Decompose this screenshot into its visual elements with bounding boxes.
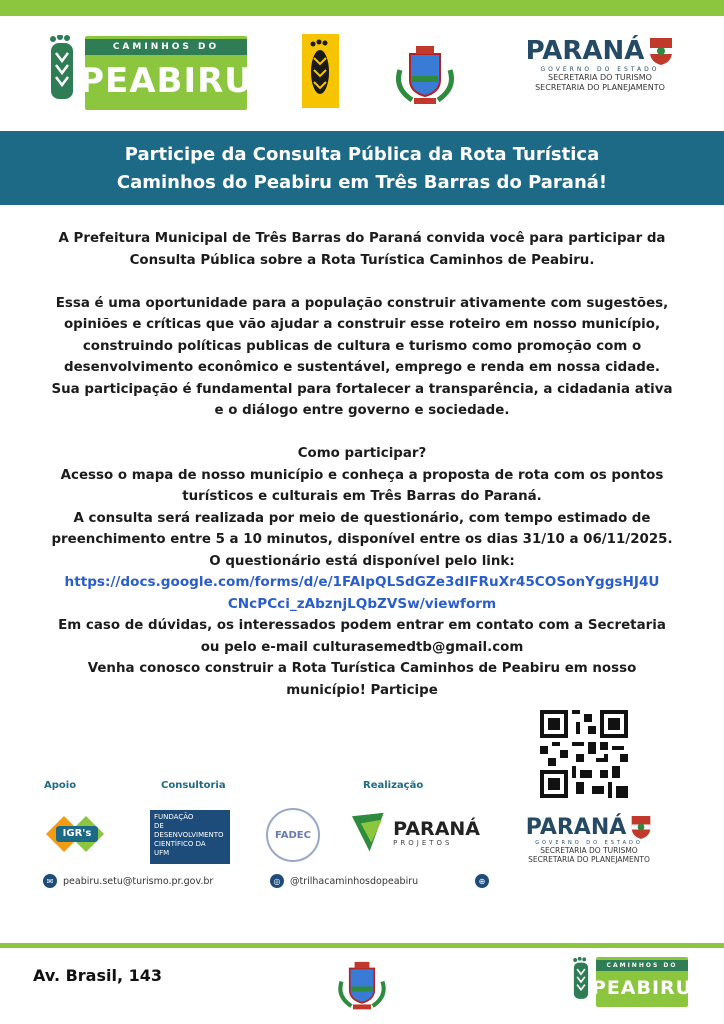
- instagram-contact[interactable]: [270, 874, 418, 888]
- top-green-bar: [0, 0, 724, 16]
- how-to-participate-heading: Como participar?: [297, 446, 427, 461]
- peabiru-logo: [45, 34, 253, 112]
- body-text-line: construindo políticas publicas de cultura e turismo como promoção com o: [82, 338, 642, 354]
- fundacao-line: UFM: [154, 849, 170, 857]
- body-text-line: Sua participação é fundamental para fortalecer a transparência, a cidadania ativa: [51, 381, 673, 397]
- fundacao-line: DE: [154, 822, 164, 830]
- body-text-line: A consulta será realizada por meio de questionário, com tempo estimado de: [73, 510, 651, 526]
- fundacao-line: DESENVOLVIMENTO: [154, 831, 224, 839]
- peabiru-logo-main: PEABIRU: [79, 61, 253, 101]
- fundacao-line: FUNDAÇÃO: [154, 813, 194, 821]
- body-text-line: turísticos e culturais em Três Barras do Paraná.: [182, 489, 542, 504]
- email-text[interactable]: peabiru.setu@turismo.pr.gov.br: [63, 875, 214, 887]
- municipal-coat-of-arms: [392, 40, 458, 106]
- fundacao-logo: [150, 810, 230, 864]
- body-text-line: Acesso o mapa de nosso município e conheça a proposta de rota com os pontos: [60, 467, 664, 483]
- globe-icon: ⊕: [475, 874, 489, 888]
- parana-name: PARANÁ: [525, 36, 645, 66]
- footprint-icon: [570, 957, 592, 1007]
- parana-government-logo-small: [516, 814, 662, 870]
- fadec-text: FADEC: [275, 829, 311, 841]
- qr-code-icon: [540, 710, 628, 798]
- footprint-icon: [302, 34, 339, 108]
- parana-projetos-sub: PROJETOS: [393, 839, 453, 847]
- fundacao-line: CIENTÍFICO DA: [154, 840, 206, 848]
- body-text-line: Consulta Pública sobre a Rota Turística Caminhos de Peabiru.: [129, 252, 595, 268]
- body-text-line: opiniões e críticas que vão ajudar a construir esse roteiro em nosso município,: [63, 317, 661, 332]
- body-text-line: Venha conosco construir a Rota Turística Caminhos de Peabiru em nosso: [87, 661, 637, 676]
- body-text-line: Em caso de dúvidas, os interessados podem entrar em contato com a Secretaria: [58, 618, 666, 633]
- form-link-line-1[interactable]: https://docs.google.com/forms/d/e/1FAIpQLSdGZe3dIFRuXr45COSonYggsHJ4U: [64, 574, 660, 590]
- parana-secretariat-1: SECRETARIA DO TURISMO: [540, 846, 638, 855]
- parana-subtitle: GOVERNO DO ESTADO: [540, 66, 660, 73]
- coat-of-arms-icon: [392, 40, 458, 106]
- main-content: [14, 228, 710, 701]
- parana-name: PARANÁ: [525, 814, 627, 840]
- body-text-line: ou pelo e-mail culturasemedtb@gmail.com: [200, 639, 524, 655]
- website-contact[interactable]: [475, 874, 489, 888]
- yellow-footprint-logo: [302, 34, 339, 108]
- parana-secretariat-1: SECRETARIA DO TURISMO: [548, 73, 652, 82]
- body-text-line: desenvolvimento econômico e sustentável, emprego e renda em nossa cidade.: [63, 360, 660, 375]
- instagram-icon: ◎: [270, 874, 284, 888]
- apoio-label: Apoio: [44, 780, 77, 791]
- qr-code[interactable]: [540, 710, 628, 798]
- realizacao-label: Realização: [363, 780, 424, 791]
- title-banner: [0, 131, 724, 205]
- form-link-line-2[interactable]: CNcPCci_zAbznjLQbZVSw/viewform: [227, 595, 497, 612]
- banner-line-1: Participe da Consulta Pública da Rota Turística: [124, 144, 600, 165]
- body-text-line: Essa é uma oportunidade para a população construir ativamente com sugestões,: [55, 295, 669, 311]
- peabiru-logo-main: PEABIRU: [591, 976, 693, 999]
- body-text-line: município! Participe: [286, 682, 438, 698]
- bottom-green-bar: [0, 943, 724, 948]
- body-text-line: A Prefeitura Municipal de Três Barras do Paraná convida você para participar da: [58, 231, 666, 246]
- parana-shield-icon: [648, 36, 674, 66]
- address: Av. Brasil, 143: [33, 966, 163, 985]
- peabiru-logo-top: CAMINHOS DO: [596, 960, 688, 971]
- email-contact[interactable]: [43, 874, 213, 888]
- igrs-logo: [42, 810, 112, 858]
- banner-line-2: Caminhos do Peabiru em Três Barras do Paraná!: [116, 172, 608, 193]
- email-icon: ✉: [43, 874, 57, 888]
- body-text-line: preenchimento entre 5 a 10 minutos, disponível entre os dias 31/10 a 06/11/2025.: [51, 532, 673, 547]
- parana-secretariat-2: SECRETARIA DO PLANEJAMENTO: [528, 855, 650, 864]
- parana-government-logo: [516, 36, 684, 116]
- body-text-line: e o diálogo entre governo e sociedade.: [214, 403, 510, 418]
- footer-coat-of-arms: [335, 955, 389, 1013]
- body-text-line: O questionário está disponível pelo link:: [209, 553, 515, 569]
- parana-projetos-logo: [352, 808, 480, 858]
- parana-shield-icon: [630, 814, 652, 840]
- instagram-text[interactable]: @trilhacaminhosdopeabiru: [290, 875, 419, 887]
- parana-secretariat-2: SECRETARIA DO PLANEJAMENTO: [535, 83, 665, 92]
- parana-projetos-icon: [352, 810, 387, 856]
- footprint-icon: [45, 35, 79, 111]
- footer-peabiru-logo: [570, 956, 693, 1008]
- parana-projetos-name: PARANÁ: [393, 818, 480, 840]
- peabiru-logo-top: CAMINHOS DO: [85, 39, 247, 55]
- coat-of-arms-icon: [335, 955, 389, 1013]
- consultoria-label: Consultoria: [161, 780, 226, 791]
- parana-subtitle: GOVERNO DO ESTADO: [535, 840, 643, 846]
- fadec-logo: [266, 808, 320, 862]
- igrs-text: IGR's: [62, 828, 92, 839]
